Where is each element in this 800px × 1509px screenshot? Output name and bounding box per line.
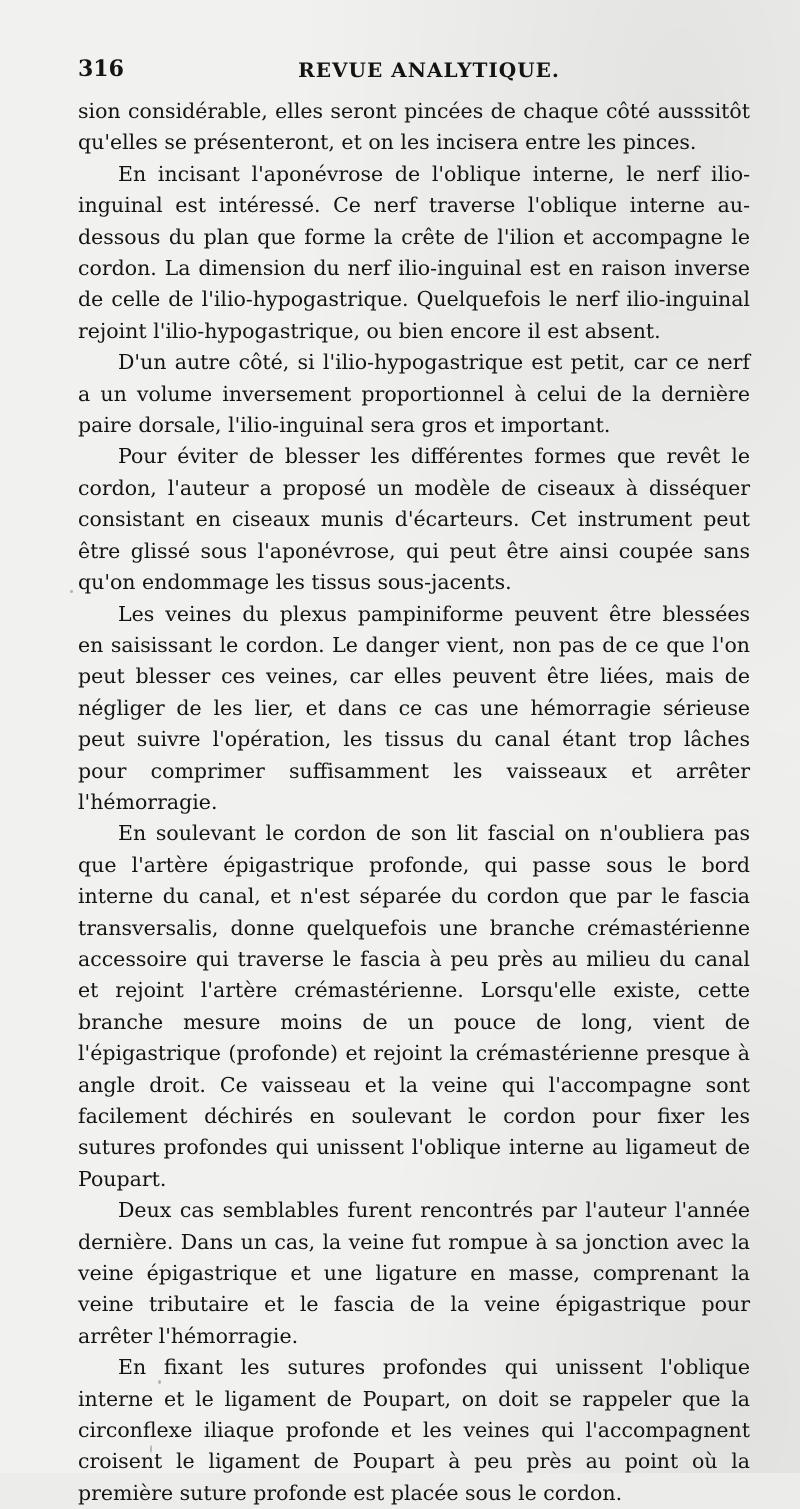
scan-speck [70, 590, 73, 593]
paragraph-pampiniform-veins: Les veines du plexus pampiniforme peuvent être blessées en saisissant le cordon. Le danger vient, non pas de ce que l'on peut blesser ces veines, car elles peuvent être liées, mais de négliger de les lier, et dans ce cas une hémorragie sérieuse peut suivre l'opération, les tissus du canal étant trop lâches pour comprimer suffisamment les vaisseaux et arrêter l'hémorragie. [78, 601, 750, 814]
paragraph-two-cases: Deux cas semblables furent rencontrés par l'auteur l'année dernière. Dans un cas, la veine fut rompue à sa jonction avec la veine épigastrique et une ligature en masse, comprenant la veine tributaire et le fascia de la veine épigastrique pour arrêter l'hémorragie. [78, 1198, 750, 1348]
page-number: 316 [78, 56, 124, 82]
paragraph-scissors: Pour éviter de blesser les différentes formes que revêt le cordon, l'auteur a proposé un modèle de ciseaux à disséquer consistant en ciseaux munis d'écarteurs. Cet instrument peut être glissé sous l'aponévrose, qui peut être ainsi coupée sans qu'on endommage les tissus sous-jacents. [78, 444, 750, 595]
paragraph-ilio-inguinal-nerve: En incisant l'aponévrose de l'oblique interne, le nerf ilio-inguinal est intéressé. Ce nerf traverse l'oblique interne au-dessous du plan que forme la crête de l'ilion et accompagne le cordon. La dimension du nerf ilio-inguinal est en raison inverse de celle de l'ilio-hypogastrique. Quelquefois le nerf ilio-inguinal rejoint l'ilio-hypogastrique, ou bien encore il est absent. [78, 161, 750, 343]
page-header [78, 56, 740, 86]
paragraph-epigastric-artery: En soulevant le cordon de son lit fascial on n'oubliera pas que l'artère épigastrique profonde, qui passe sous le bord interne du canal, et n'est séparée du cordon que par le fascia transversalis, donne quelquefois une branche crémastérienne accessoire qui traverse le fascia à peu près au milieu du canal et rejoint l'artère crémastérienne. Lorsqu'elle existe, cette branche mesure moins de un pouce de long, vient de l'épigastrique (profonde) et rejoint la crémastérienne presque à angle droit. Ce vaisseau et la veine qui l'accompagne sont facilement déchirés en soulevant le cordon pour fixer les sutures profondes qui unissent l'oblique interne au ligameut de Poupart. [78, 821, 750, 1191]
paragraph-ilio-hypogastric: D'un autre côté, si l'ilio-hypogastrique est petit, car ce nerf a un volume inversement proportionnel à celui de la dernière paire dorsale, l'ilio-inguinal sera gros et important. [78, 350, 750, 438]
paragraph-deep-sutures: En fixant les sutures profondes qui unissent l'oblique interne et le ligament de Poupart, on doit se rappeler que la circonflexe iliaque profonde et les veines qui l'accompagnent croisent le ligament de Poupart à peu près au point où la première suture profonde est placée sous le cordon. [78, 1355, 750, 1505]
scan-speck [150, 1445, 152, 1453]
scan-speck [158, 1380, 161, 1384]
running-title: REVUE ANALYTIQUE. [298, 58, 560, 82]
paragraph-continuation: sion considérable, elles seront pincées de chaque côté ausssitôt qu'elles se présenteront, et on les incisera entre les pinces. [78, 99, 750, 155]
article-body [78, 96, 750, 1509]
